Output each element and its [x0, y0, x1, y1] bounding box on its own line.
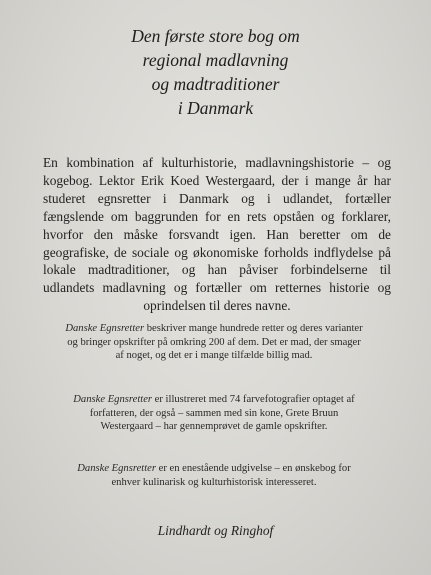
heading-line-4: i Danmark [177, 98, 254, 118]
paragraph-text: er illustreret med 74 farvefotografier optaget af forfatteren, der også – sammen med sin kone, Grete Bruun Westergaard – har gennemprøvet de gamle opskrifter. [89, 394, 355, 433]
intro-paragraph: En kombination af kulturhistorie, madlavningshistorie – og kogebog. Lektor Erik Koed Westergaard, der i mange år har studeret egnsretter i Danmark og i udlandet, fortæller fængslende om baggrunden for en rets opståen og forklarer, hvorfor den måske forsvandt igen. Han beretter om de geografiske, de sociale og økonomiske forholds indflydelse på lokale madtraditioner, og han påviser forbindelserne til udlandets madlavning og fortæller om retternes historie og oprindelsen til deres navne. [43, 155, 391, 314]
heading-line-2: regional madlavning [142, 50, 289, 70]
heading-line-3: og madtraditioner [151, 74, 280, 94]
book-title-italic: Danske Egnsretter [77, 463, 156, 474]
heading-line-1: Den første store bog om [131, 26, 300, 46]
paragraph-text: beskriver mange hundrede retter og deres varianter og bringer opskrifter på omkring 200 af dem. Det er mad, der smager af noget, og det er i mange tilfælde billig mad. [67, 323, 363, 362]
book-title-italic: Danske Egnsretter [73, 394, 153, 405]
description-paragraph-3 [64, 462, 364, 489]
description-paragraph-1 [64, 322, 364, 363]
book-title-italic: Danske Egnsretter [65, 323, 145, 334]
paragraph-text: er en enestående udgivelse – en ønskebog for enhver kulinarisk og kulturhistorisk interesseret. [111, 463, 351, 488]
publisher-name: Lindhardt og Ringhof [157, 523, 274, 538]
cover-heading [0, 24, 431, 120]
description-paragraph-2 [64, 393, 364, 434]
